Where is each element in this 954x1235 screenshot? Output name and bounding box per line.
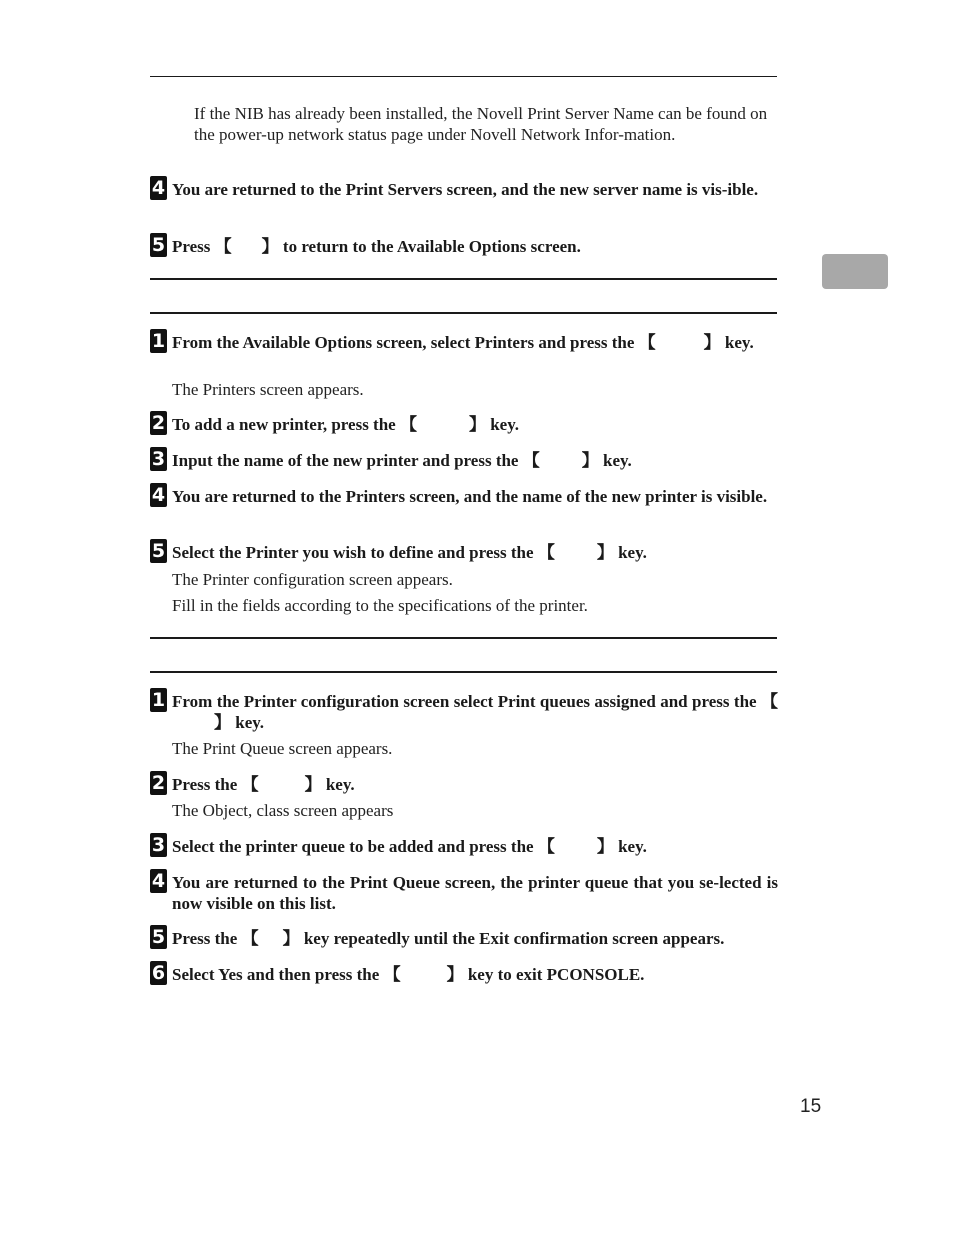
step-number-icon: 5 xyxy=(151,926,166,948)
s1-step-5 xyxy=(150,234,778,258)
key-open-bracket: 【 xyxy=(214,237,232,256)
s2-step-5-body-1: The Printer configuration screen appears. xyxy=(172,570,453,589)
step-text-d: to return to the Available Options screen. xyxy=(278,237,581,256)
step-text xyxy=(172,837,778,858)
s3-step-2-body: The Object, class screen appears xyxy=(172,801,394,820)
step-text-a: From the Available Options screen, select Printers and press the xyxy=(172,333,639,352)
step-text-d: key. xyxy=(720,333,754,352)
chapter-tab xyxy=(822,254,888,289)
step-number-icon: 2 xyxy=(151,772,166,794)
step-text-a: Select the Printer you wish to define and press the xyxy=(172,543,538,562)
step-text-a: Input the name of the new printer and press the xyxy=(172,451,523,470)
step-text xyxy=(172,775,778,796)
page-number: 15 xyxy=(800,1096,822,1117)
key-close-bracket: 】 xyxy=(596,837,614,856)
step-text-a: From the Printer configuration screen select Print queues assigned and press the xyxy=(172,692,761,711)
step-text: You are returned to the Print Servers screen, and the new server name is vis-ible. xyxy=(172,180,759,199)
intro-note xyxy=(194,104,778,145)
s3-step-3 xyxy=(150,834,778,858)
step-number-icon: 1 xyxy=(151,689,166,711)
step-text xyxy=(172,451,778,472)
s2-step-5 xyxy=(150,540,778,564)
step-number-icon: 4 xyxy=(151,177,166,199)
step-text: You are returned to the Print Queue screen, the printer queue that you se-lected is now visible on this list. xyxy=(172,873,778,913)
section-rule xyxy=(150,278,777,280)
step-text-d: key. xyxy=(613,837,647,856)
key-open-bracket: 【 xyxy=(537,837,555,856)
step-text xyxy=(172,692,778,733)
step-text-d: key. xyxy=(598,451,632,470)
s2-step-3 xyxy=(150,448,778,472)
key-close-bracket: 】 xyxy=(446,965,464,984)
s1-step-4 xyxy=(150,177,778,201)
s3-step-2 xyxy=(150,772,778,796)
step-text-a: Select Yes and then press the xyxy=(172,965,384,984)
key-open-bracket: 【 xyxy=(522,451,540,470)
step-number-icon: 5 xyxy=(151,540,166,562)
key-close-bracket: 】 xyxy=(261,237,279,256)
s3-step-4 xyxy=(150,870,778,914)
key-close-bracket: 】 xyxy=(282,929,300,948)
key-close-bracket: 】 xyxy=(703,333,721,352)
step-text-a: Press the xyxy=(172,929,242,948)
key-open-bracket: 【 xyxy=(241,775,259,794)
step-text-d: key. xyxy=(231,712,265,732)
step-text xyxy=(172,543,778,564)
step-number-icon: 1 xyxy=(151,330,166,352)
step-text xyxy=(172,415,778,436)
key-open-bracket: 【 xyxy=(399,415,417,434)
section-rule xyxy=(150,312,777,314)
step-number-icon: 6 xyxy=(151,962,166,984)
intro-note-text: If the NIB has already been installed, the Novell Print Server Name can be found on the power-up network status page under Novell Network Infor-mation. xyxy=(194,104,768,144)
step-text xyxy=(172,333,778,354)
section-rule xyxy=(150,637,777,639)
s3-step-5 xyxy=(150,926,778,950)
key-open-bracket: 【 xyxy=(638,333,656,352)
s2-step-1 xyxy=(150,330,778,354)
key-close-bracket: 】 xyxy=(581,451,599,470)
step-text-d: key. xyxy=(321,775,355,794)
step-text-d: key to exit PCONSOLE. xyxy=(463,965,645,984)
step-text: You are returned to the Printers screen, and the name of the new printer is visible. xyxy=(172,487,768,506)
section-rule xyxy=(150,671,777,673)
key-close-bracket: 】 xyxy=(468,415,486,434)
s3-step-6 xyxy=(150,962,778,986)
step-number-icon: 3 xyxy=(151,834,166,856)
step-text-a: Select the printer queue to be added and press the xyxy=(172,837,538,856)
step-text xyxy=(172,237,778,258)
step-number-icon: 5 xyxy=(151,234,166,256)
s2-step-2 xyxy=(150,412,778,436)
key-close-bracket: 】 xyxy=(596,543,614,562)
s2-step-1-body: The Printers screen appears. xyxy=(172,380,364,399)
step-text xyxy=(172,929,778,950)
step-number-icon: 2 xyxy=(151,412,166,434)
header-rule xyxy=(150,76,777,77)
key-open-bracket: 【 xyxy=(383,965,401,984)
s2-step-5-body-2: Fill in the fields according to the specifications of the printer. xyxy=(172,596,588,615)
step-text-a: Press xyxy=(172,237,215,256)
step-text-a: To add a new printer, press the xyxy=(172,415,400,434)
s3-step-1 xyxy=(150,689,778,733)
key-close-bracket: 】 xyxy=(304,775,322,794)
step-text xyxy=(172,965,778,986)
step-text-d: key. xyxy=(485,415,520,434)
step-text-d: key. xyxy=(613,543,647,562)
step-number-icon: 4 xyxy=(151,870,166,892)
step-number-icon: 3 xyxy=(151,448,166,470)
key-open-bracket: 【 xyxy=(761,692,778,711)
key-open-bracket: 【 xyxy=(537,543,555,562)
step-number-icon: 4 xyxy=(151,484,166,506)
step-text-a: Press the xyxy=(172,775,242,794)
key-close-bracket: 】 xyxy=(214,712,231,732)
key-open-bracket: 【 xyxy=(241,929,259,948)
step-text-d: key repeatedly until the Exit confirmation screen appears. xyxy=(299,929,725,948)
s2-step-4 xyxy=(150,484,778,508)
s3-step-1-body: The Print Queue screen appears. xyxy=(172,739,393,758)
